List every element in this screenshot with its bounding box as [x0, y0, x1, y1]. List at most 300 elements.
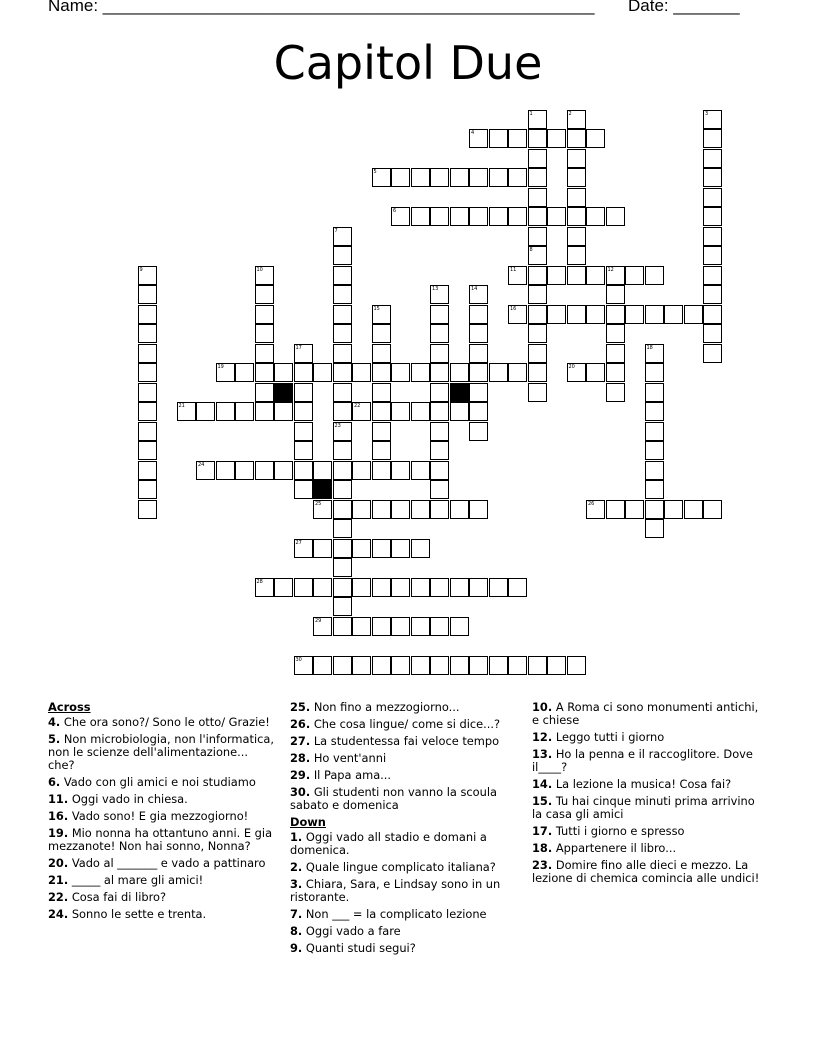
- grid-cell[interactable]: [450, 500, 469, 519]
- grid-cell[interactable]: [469, 285, 488, 304]
- grid-cell[interactable]: [469, 207, 488, 226]
- clue-number: 19: [217, 364, 224, 370]
- grid-cell[interactable]: [528, 285, 547, 304]
- grid-cell[interactable]: [567, 188, 586, 207]
- grid-cell[interactable]: [196, 461, 215, 480]
- black-cell: [274, 383, 293, 402]
- clue-text: Vado con gli amici e noi studiamo: [63, 775, 256, 789]
- grid-cell[interactable]: [450, 656, 469, 675]
- grid-cell[interactable]: [489, 363, 508, 382]
- clue-text: Non microbiologia, non l'informatica, non le scienze dell'alimentazione... che?: [48, 732, 274, 772]
- grid-cell[interactable]: [586, 363, 605, 382]
- grid-cell[interactable]: [508, 168, 527, 187]
- grid-cell[interactable]: [567, 168, 586, 187]
- grid-cell[interactable]: [430, 402, 449, 421]
- grid-cell[interactable]: [235, 363, 254, 382]
- clue-number: 8: [529, 247, 533, 253]
- grid-cell[interactable]: [567, 149, 586, 168]
- grid-cell[interactable]: [430, 461, 449, 480]
- grid-cell[interactable]: [469, 422, 488, 441]
- grid-cell[interactable]: [255, 305, 274, 324]
- grid-cell[interactable]: [703, 110, 722, 129]
- grid-cell[interactable]: [255, 461, 274, 480]
- grid-cell[interactable]: [430, 656, 449, 675]
- grid-cell[interactable]: [528, 344, 547, 363]
- grid-cell[interactable]: [489, 129, 508, 148]
- grid-cell[interactable]: [313, 461, 332, 480]
- grid-cell[interactable]: [703, 207, 722, 226]
- clue-text: Cosa fai di libro?: [71, 890, 167, 904]
- clue-number: 17: [295, 344, 302, 351]
- grid-cell[interactable]: [684, 500, 703, 519]
- grid-cell[interactable]: [430, 207, 449, 226]
- grid-cell[interactable]: [294, 383, 313, 402]
- grid-cell[interactable]: [313, 539, 332, 558]
- grid-cell[interactable]: [235, 461, 254, 480]
- grid-cell[interactable]: [703, 266, 722, 285]
- grid-cell[interactable]: [450, 402, 469, 421]
- grid-cell[interactable]: [567, 363, 586, 382]
- grid-cell[interactable]: [586, 266, 605, 285]
- grid-cell[interactable]: [664, 305, 683, 324]
- grid-cell[interactable]: [528, 149, 547, 168]
- grid-cell[interactable]: [391, 656, 410, 675]
- grid-cell[interactable]: [294, 363, 313, 382]
- grid-cell[interactable]: [645, 344, 664, 363]
- grid-cell[interactable]: [430, 305, 449, 324]
- grid-cell[interactable]: [528, 188, 547, 207]
- grid-cell[interactable]: [391, 363, 410, 382]
- grid-cell[interactable]: [372, 617, 391, 636]
- grid-cell[interactable]: [294, 461, 313, 480]
- grid-cell[interactable]: [138, 344, 157, 363]
- grid-cell[interactable]: [450, 207, 469, 226]
- grid-cell[interactable]: [216, 402, 235, 421]
- grid-cell[interactable]: [684, 305, 703, 324]
- grid-cell[interactable]: [411, 578, 430, 597]
- grid-cell[interactable]: [333, 480, 352, 499]
- grid-cell[interactable]: [547, 207, 566, 226]
- grid-cell[interactable]: [138, 500, 157, 519]
- grid-cell[interactable]: [645, 500, 664, 519]
- grid-cell[interactable]: [469, 344, 488, 363]
- grid-cell[interactable]: [411, 656, 430, 675]
- grid-cell[interactable]: [255, 344, 274, 363]
- grid-cell[interactable]: [547, 305, 566, 324]
- grid-cell[interactable]: [372, 324, 391, 343]
- grid-cell[interactable]: [177, 402, 196, 421]
- clue-number-label: 25.: [290, 700, 311, 714]
- clue: [290, 925, 522, 938]
- grid-cell[interactable]: [255, 285, 274, 304]
- clue-text: Tu hai cinque minuti prima arrivino la casa gli amici: [532, 794, 755, 821]
- grid-cell[interactable]: [333, 344, 352, 363]
- grid-cell[interactable]: [586, 207, 605, 226]
- grid-cell[interactable]: [508, 129, 527, 148]
- grid-cell[interactable]: [313, 500, 332, 519]
- grid-cell[interactable]: [528, 168, 547, 187]
- grid-cell[interactable]: [333, 656, 352, 675]
- grid-cell[interactable]: [294, 402, 313, 421]
- grid-cell[interactable]: [567, 266, 586, 285]
- clue: [532, 842, 764, 855]
- grid-cell[interactable]: [567, 129, 586, 148]
- clue-text: Che ora sono?/ Sono le otto/ Grazie!: [63, 715, 270, 729]
- grid-cell[interactable]: [391, 168, 410, 187]
- clue: [532, 731, 764, 744]
- grid-cell[interactable]: [469, 129, 488, 148]
- grid-cell[interactable]: [255, 402, 274, 421]
- grid-cell[interactable]: [255, 324, 274, 343]
- grid-cell[interactable]: [430, 480, 449, 499]
- grid-cell[interactable]: [138, 266, 157, 285]
- clue-number-label: 7.: [290, 907, 303, 921]
- grid-cell[interactable]: [391, 617, 410, 636]
- across-heading: Across: [48, 700, 91, 714]
- grid-cell[interactable]: [372, 578, 391, 597]
- grid-cell[interactable]: [489, 578, 508, 597]
- grid-cell[interactable]: [606, 383, 625, 402]
- grid-cell[interactable]: [372, 539, 391, 558]
- grid-cell[interactable]: [508, 207, 527, 226]
- grid-cell[interactable]: [138, 305, 157, 324]
- grid-cell[interactable]: [372, 383, 391, 402]
- grid-cell[interactable]: [450, 578, 469, 597]
- grid-cell[interactable]: [567, 227, 586, 246]
- grid-cell[interactable]: [430, 617, 449, 636]
- grid-cell[interactable]: [469, 402, 488, 421]
- grid-cell[interactable]: [333, 285, 352, 304]
- grid-cell[interactable]: [216, 461, 235, 480]
- grid-cell[interactable]: [430, 285, 449, 304]
- grid-cell[interactable]: [411, 500, 430, 519]
- grid-cell[interactable]: [333, 266, 352, 285]
- grid-cell[interactable]: [469, 305, 488, 324]
- grid-cell[interactable]: [216, 363, 235, 382]
- grid-cell[interactable]: [586, 129, 605, 148]
- clue: [532, 701, 764, 727]
- grid-cell[interactable]: [352, 617, 371, 636]
- grid-cell[interactable]: [469, 383, 488, 402]
- grid-cell[interactable]: [703, 129, 722, 148]
- grid-cell[interactable]: [411, 363, 430, 382]
- grid-cell[interactable]: [489, 656, 508, 675]
- grid-cell[interactable]: [528, 383, 547, 402]
- grid-cell[interactable]: [567, 246, 586, 265]
- grid-cell[interactable]: [450, 168, 469, 187]
- grid-cell[interactable]: [547, 266, 566, 285]
- grid-cell[interactable]: [372, 168, 391, 187]
- grid-cell[interactable]: [606, 324, 625, 343]
- grid-cell[interactable]: [294, 656, 313, 675]
- grid-cell[interactable]: [567, 305, 586, 324]
- date-field-label[interactable]: Date: _______: [628, 0, 740, 15]
- clue: [48, 908, 276, 921]
- grid-cell[interactable]: [372, 363, 391, 382]
- grid-cell[interactable]: [313, 656, 332, 675]
- clue-number-label: 3.: [290, 877, 303, 891]
- grid-cell[interactable]: [430, 324, 449, 343]
- grid-cell[interactable]: [645, 422, 664, 441]
- grid-cell[interactable]: [274, 363, 293, 382]
- grid-cell[interactable]: [528, 305, 547, 324]
- clue-number: 7: [334, 227, 338, 234]
- grid-cell[interactable]: [138, 285, 157, 304]
- grid-cell[interactable]: [333, 246, 352, 265]
- grid-cell[interactable]: [645, 461, 664, 480]
- grid-cell[interactable]: [138, 441, 157, 460]
- grid-cell[interactable]: [352, 539, 371, 558]
- grid-cell[interactable]: [372, 344, 391, 363]
- grid-cell[interactable]: [138, 402, 157, 421]
- grid-cell[interactable]: [411, 207, 430, 226]
- grid-cell[interactable]: [567, 207, 586, 226]
- clue-number: 5: [373, 169, 377, 175]
- grid-cell[interactable]: [411, 168, 430, 187]
- grid-cell[interactable]: [235, 402, 254, 421]
- grid-cell[interactable]: [703, 324, 722, 343]
- clue: [532, 825, 764, 838]
- grid-cell[interactable]: [450, 617, 469, 636]
- clue-number: 9: [139, 266, 143, 273]
- clue-number: 28: [256, 578, 263, 585]
- clue: [48, 716, 276, 729]
- grid-cell[interactable]: [664, 500, 683, 519]
- grid-cell[interactable]: [489, 168, 508, 187]
- grid-cell[interactable]: [430, 363, 449, 382]
- grid-cell[interactable]: [333, 558, 352, 577]
- grid-cell[interactable]: [430, 422, 449, 441]
- grid-cell[interactable]: [645, 363, 664, 382]
- grid-cell[interactable]: [469, 500, 488, 519]
- grid-cell[interactable]: [391, 500, 410, 519]
- grid-cell[interactable]: [586, 305, 605, 324]
- grid-cell[interactable]: [703, 500, 722, 519]
- grid-cell[interactable]: [255, 266, 274, 285]
- grid-cell[interactable]: [255, 363, 274, 382]
- grid-cell[interactable]: [372, 422, 391, 441]
- grid-cell[interactable]: [528, 110, 547, 129]
- clue-text: Oggi vado in chiesa.: [71, 792, 188, 806]
- grid-cell[interactable]: [391, 207, 410, 226]
- grid-cell[interactable]: [333, 305, 352, 324]
- grid-cell[interactable]: [645, 441, 664, 460]
- grid-cell[interactable]: [274, 578, 293, 597]
- grid-cell[interactable]: [313, 617, 332, 636]
- grid-cell[interactable]: [703, 168, 722, 187]
- grid-cell[interactable]: [411, 539, 430, 558]
- grid-cell[interactable]: [606, 305, 625, 324]
- grid-cell[interactable]: [528, 207, 547, 226]
- grid-cell[interactable]: [489, 207, 508, 226]
- grid-cell[interactable]: [333, 617, 352, 636]
- grid-cell[interactable]: [352, 578, 371, 597]
- grid-cell[interactable]: [313, 578, 332, 597]
- grid-cell[interactable]: [352, 402, 371, 421]
- grid-cell[interactable]: [606, 207, 625, 226]
- grid-cell[interactable]: [645, 383, 664, 402]
- grid-cell[interactable]: [352, 363, 371, 382]
- page-title: Capitol Due: [273, 36, 543, 90]
- clue: [290, 786, 522, 812]
- grid-cell[interactable]: [625, 305, 644, 324]
- grid-cell[interactable]: [333, 461, 352, 480]
- grid-cell[interactable]: [333, 500, 352, 519]
- grid-cell[interactable]: [333, 422, 352, 441]
- grid-cell[interactable]: [333, 597, 352, 616]
- name-field-label[interactable]: Name: ____________________________________________________: [48, 0, 595, 15]
- grid-cell[interactable]: [528, 246, 547, 265]
- grid-cell[interactable]: [138, 324, 157, 343]
- grid-cell[interactable]: [294, 441, 313, 460]
- clue-text: Ho la penna e il raccoglitore. Dove il____?: [532, 747, 753, 774]
- grid-cell[interactable]: [333, 363, 352, 382]
- grid-cell[interactable]: [372, 402, 391, 421]
- grid-cell[interactable]: [508, 363, 527, 382]
- clue-number-label: 14.: [532, 777, 553, 791]
- clue: [48, 733, 276, 772]
- grid-cell[interactable]: [645, 402, 664, 421]
- grid-cell[interactable]: [430, 500, 449, 519]
- grid-cell[interactable]: [333, 402, 352, 421]
- grid-cell[interactable]: [294, 578, 313, 597]
- clue-number-label: 28.: [290, 751, 311, 765]
- grid-cell[interactable]: [508, 305, 527, 324]
- grid-cell[interactable]: [645, 480, 664, 499]
- grid-cell[interactable]: [372, 461, 391, 480]
- grid-cell[interactable]: [567, 656, 586, 675]
- grid-cell[interactable]: [391, 578, 410, 597]
- grid-cell[interactable]: [333, 539, 352, 558]
- grid-cell[interactable]: [333, 578, 352, 597]
- grid-cell[interactable]: [645, 519, 664, 538]
- grid-cell[interactable]: [450, 363, 469, 382]
- grid-cell[interactable]: [703, 305, 722, 324]
- grid-cell[interactable]: [294, 344, 313, 363]
- grid-cell[interactable]: [528, 363, 547, 382]
- grid-cell[interactable]: [274, 402, 293, 421]
- grid-cell[interactable]: [138, 422, 157, 441]
- grid-cell[interactable]: [411, 617, 430, 636]
- grid-cell[interactable]: [469, 656, 488, 675]
- grid-cell[interactable]: [430, 383, 449, 402]
- clue-number-label: 26.: [290, 717, 311, 731]
- grid-cell[interactable]: [138, 363, 157, 382]
- grid-cell[interactable]: [333, 227, 352, 246]
- grid-cell[interactable]: [372, 441, 391, 460]
- grid-cell[interactable]: [469, 324, 488, 343]
- grid-cell[interactable]: [625, 266, 644, 285]
- grid-cell[interactable]: [196, 402, 215, 421]
- grid-cell[interactable]: [391, 539, 410, 558]
- grid-cell[interactable]: [528, 227, 547, 246]
- grid-cell[interactable]: [430, 441, 449, 460]
- grid-cell[interactable]: [255, 578, 274, 597]
- grid-cell[interactable]: [333, 324, 352, 343]
- grid-cell[interactable]: [352, 461, 371, 480]
- grid-cell[interactable]: [469, 168, 488, 187]
- grid-cell[interactable]: [255, 383, 274, 402]
- grid-cell[interactable]: [313, 363, 332, 382]
- clue-number: 6: [393, 208, 397, 214]
- grid-cell[interactable]: [703, 188, 722, 207]
- grid-cell[interactable]: [703, 149, 722, 168]
- clue-number: 13: [432, 286, 439, 292]
- grid-cell[interactable]: [547, 129, 566, 148]
- clue-number-label: 12.: [532, 730, 553, 744]
- clue-number-label: 2.: [290, 860, 303, 874]
- grid-cell[interactable]: [625, 500, 644, 519]
- grid-cell[interactable]: [547, 656, 566, 675]
- grid-cell[interactable]: [606, 266, 625, 285]
- clue-number: 29: [315, 617, 322, 624]
- grid-cell[interactable]: [333, 383, 352, 402]
- clue: [290, 769, 522, 782]
- grid-cell[interactable]: [274, 461, 293, 480]
- grid-cell[interactable]: [508, 578, 527, 597]
- grid-cell[interactable]: [645, 266, 664, 285]
- grid-cell[interactable]: [508, 656, 527, 675]
- clue-number: 16: [510, 305, 517, 312]
- clue: [48, 891, 276, 904]
- grid-cell[interactable]: [352, 500, 371, 519]
- grid-cell[interactable]: [469, 363, 488, 382]
- grid-cell[interactable]: [606, 344, 625, 363]
- grid-cell[interactable]: [645, 305, 664, 324]
- grid-cell[interactable]: [430, 578, 449, 597]
- grid-cell[interactable]: [333, 519, 352, 538]
- grid-cell[interactable]: [469, 578, 488, 597]
- grid-cell[interactable]: [703, 344, 722, 363]
- grid-cell[interactable]: [703, 227, 722, 246]
- clue-number: 10: [256, 266, 263, 273]
- grid-cell[interactable]: [430, 168, 449, 187]
- grid-cell[interactable]: [430, 344, 449, 363]
- grid-cell[interactable]: [352, 656, 371, 675]
- grid-cell[interactable]: [333, 441, 352, 460]
- grid-cell[interactable]: [703, 246, 722, 265]
- grid-cell[interactable]: [138, 480, 157, 499]
- grid-cell[interactable]: [138, 383, 157, 402]
- grid-cell[interactable]: [606, 285, 625, 304]
- grid-cell[interactable]: [372, 305, 391, 324]
- clue-text: Vado al _______ e vado a pattinaro: [71, 856, 266, 870]
- grid-cell[interactable]: [294, 480, 313, 499]
- grid-cell[interactable]: [508, 266, 527, 285]
- clue-number: 21: [178, 403, 185, 409]
- grid-cell[interactable]: [391, 402, 410, 421]
- grid-cell[interactable]: [372, 656, 391, 675]
- grid-cell[interactable]: [528, 324, 547, 343]
- grid-cell[interactable]: [528, 656, 547, 675]
- grid-cell[interactable]: [294, 422, 313, 441]
- grid-cell[interactable]: [372, 500, 391, 519]
- clue: [290, 701, 522, 714]
- grid-cell[interactable]: [528, 266, 547, 285]
- clue-number: 15: [373, 305, 380, 312]
- grid-cell[interactable]: [411, 461, 430, 480]
- grid-cell[interactable]: [586, 500, 605, 519]
- grid-cell[interactable]: [294, 539, 313, 558]
- grid-cell[interactable]: [391, 461, 410, 480]
- grid-cell[interactable]: [703, 285, 722, 304]
- grid-cell[interactable]: [138, 461, 157, 480]
- grid-cell[interactable]: [411, 402, 430, 421]
- grid-cell[interactable]: [567, 110, 586, 129]
- grid-cell[interactable]: [606, 500, 625, 519]
- grid-cell[interactable]: [606, 363, 625, 382]
- grid-cell[interactable]: [528, 129, 547, 148]
